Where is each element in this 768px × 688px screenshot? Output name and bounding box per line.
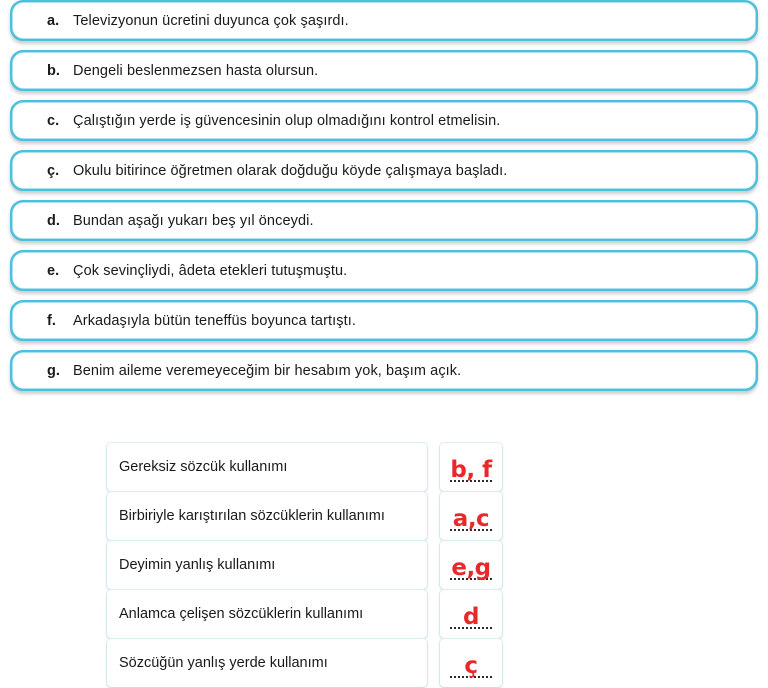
match-term: Sözcüğün yanlış yerde kullanımı [107,639,427,687]
sentence-text: Dengeli beslenmezsen hasta olursun. [73,62,319,79]
match-answer-cell[interactable] [440,639,502,687]
sentence-row[interactable] [10,50,758,91]
match-term: Deyimin yanlış kullanımı [107,541,427,589]
match-table [107,443,503,688]
sentence-label: d. [47,212,60,229]
sentence-text: Çalıştığın yerde iş güvencesinin olup olmadığını kontrol etmelisin. [73,112,501,129]
match-row [107,639,503,687]
sentence-row[interactable] [10,150,758,191]
sentence-row[interactable] [10,200,758,241]
sentence-label: e. [47,262,60,279]
sentence-text: Çok sevinçliydi, âdeta etekleri tutuşmuştu. [73,262,348,279]
sentence-row[interactable] [10,250,758,291]
sentence-label: f. [47,312,56,329]
match-term: Anlamca çelişen sözcüklerin kullanımı [107,590,427,638]
answer-stack [448,597,494,631]
answer-text: ç [464,653,478,679]
match-answer-cell[interactable] [440,590,502,638]
match-row [107,443,503,491]
answer-stack [448,646,494,680]
sentence-label: a. [47,12,60,29]
match-answer-cell[interactable] [440,541,502,589]
sentence-text: Benim aileme veremeyeceğim bir hesabım yok, başım açık. [73,362,462,379]
sentence-row[interactable] [10,0,758,41]
sentence-text: Okulu bitirince öğretmen olarak doğduğu köyde çalışmaya başladı. [73,162,508,179]
answer-text: e,g [451,555,491,581]
match-term: Gereksiz sözcük kullanımı [107,443,427,491]
sentence-row[interactable] [10,300,758,341]
sentence-text: Arkadaşıyla bütün teneffüs boyunca tartıştı. [73,312,357,329]
match-row [107,590,503,638]
match-row [107,541,503,589]
answer-text: a,c [452,506,490,532]
answer-text: d [463,604,479,630]
sentence-text: Televizyonun ücretini duyunca çok şaşırdı. [73,12,349,29]
match-answer-cell[interactable] [440,443,502,491]
answer-text: b, f [450,457,492,483]
sentence-row[interactable] [10,100,758,141]
match-answer-cell[interactable] [440,492,502,540]
sentence-text: Bundan aşağı yukarı beş yıl önceydi. [73,212,314,229]
answer-stack [448,450,494,484]
sentence-label: ç. [47,162,60,179]
match-row [107,492,503,540]
sentence-row[interactable] [10,350,758,391]
answer-stack [448,548,494,582]
sentence-label: b. [47,62,60,79]
sentence-label: c. [47,112,60,129]
sentence-label: g. [47,362,60,379]
answer-stack [448,499,494,533]
match-term: Birbiriyle karıştırılan sözcüklerin kullanımı [107,492,427,540]
